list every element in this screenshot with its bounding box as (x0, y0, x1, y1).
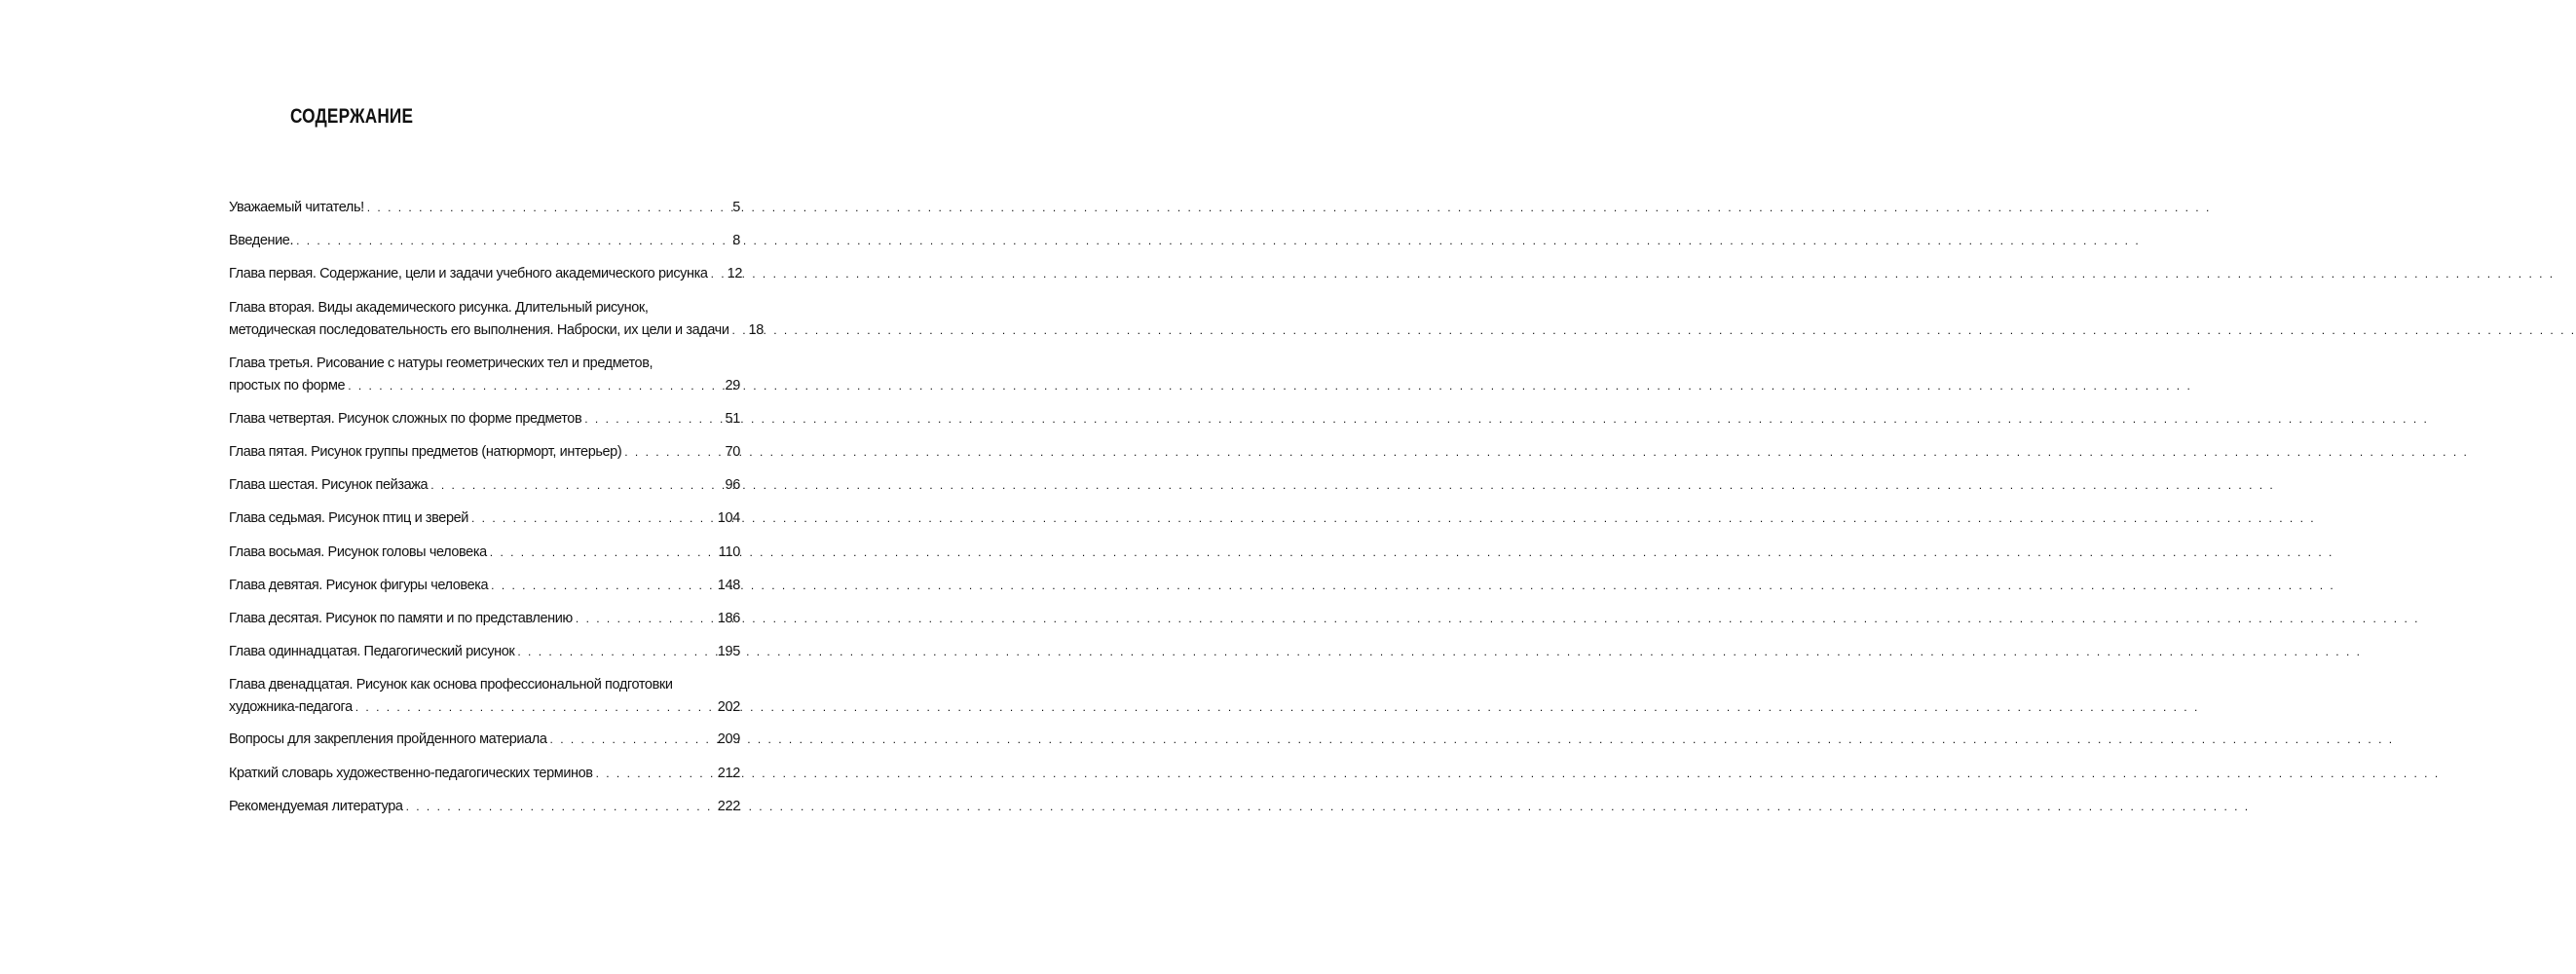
toc-entry-line (229, 474, 740, 497)
toc-entry-line (229, 319, 765, 342)
toc-entry-line (229, 297, 740, 319)
toc-entry-title: Глава третья. Рисование с натуры геометрических тел и предметов, (229, 356, 653, 371)
document-page (0, 0, 974, 974)
dot-leader (550, 729, 715, 751)
toc-entry (229, 353, 740, 397)
toc-page-number: 104 (717, 510, 740, 526)
toc-page-number: 202 (717, 699, 740, 715)
toc-page-number: 209 (717, 731, 740, 747)
toc-page-number: 51 (725, 411, 740, 427)
dot-leader (296, 230, 729, 252)
toc-entry-line (229, 729, 740, 751)
toc-entry-title: Глава восьмая. Рисунок головы человека (229, 544, 487, 560)
dot-leader (367, 197, 729, 219)
dot-leader (711, 263, 725, 285)
toc-entry-title: Глава седьмая. Рисунок птиц и зверей (229, 510, 468, 526)
toc-page-number: 5 (732, 200, 740, 215)
dot-leader (596, 763, 715, 785)
toc-entry-title: Глава одиннадцатая. Педагогический рисунок (229, 644, 515, 659)
toc-entry (229, 729, 740, 751)
toc-entry-title: методическая последовательность его выполнения. Наброски, их цели и задачи (229, 322, 729, 338)
toc-entry-line (229, 375, 740, 397)
toc-entry (229, 297, 765, 342)
toc-entry (229, 474, 740, 497)
toc-entry-line (229, 542, 740, 564)
toc-entry-line (229, 230, 740, 252)
toc-entry-line (229, 608, 740, 630)
toc-entry-line (229, 796, 740, 818)
toc-page-number: 110 (718, 544, 740, 560)
dot-leader (430, 474, 722, 497)
toc-entry (229, 507, 740, 530)
toc-entry-line (229, 674, 740, 696)
dot-leader (584, 408, 722, 431)
dot-leader (517, 641, 714, 663)
toc-entry-title: Глава четвертая. Рисунок сложных по форме предметов (229, 411, 582, 427)
toc-entry-line (229, 641, 740, 663)
toc-entry-title: Введение. (229, 233, 294, 248)
toc-entry-line (229, 441, 740, 464)
toc-page-number: 96 (725, 477, 740, 493)
dot-leader (348, 375, 722, 397)
dot-leader (491, 575, 715, 597)
toc-entry-title: Глава двенадцатая. Рисунок как основа профессиональной подготовки (229, 677, 673, 693)
toc-page-number: 12 (727, 266, 743, 281)
toc-entry (229, 197, 740, 219)
toc-entry-title: Глава вторая. Виды академического рисунка. Длительный рисунок, (229, 300, 649, 316)
toc-entry-title: простых по форме (229, 378, 346, 393)
toc-page-number: 195 (717, 644, 740, 659)
page-title: СОДЕРЖАНИЕ (290, 105, 414, 128)
table-of-contents (229, 0, 765, 974)
toc-entry-line (229, 696, 740, 719)
toc-entry (229, 674, 740, 719)
toc-entry-title: Глава пятая. Рисунок группы предметов (натюрморт, интерьер) (229, 444, 622, 460)
toc-page-number: 18 (748, 322, 765, 338)
toc-entry-title: Глава десятая. Рисунок по памяти и по представлению (229, 611, 573, 626)
toc-page-number: 186 (717, 611, 740, 626)
toc-entry (229, 408, 740, 431)
toc-entry-title: Глава шестая. Рисунок пейзажа (229, 477, 429, 493)
toc-entry-line (229, 763, 740, 785)
toc-entry-title: Рекомендуемая литература (229, 799, 403, 814)
toc-page-number: 222 (717, 799, 740, 814)
toc-entry (229, 542, 740, 564)
toc-entry (229, 441, 740, 464)
toc-entry-title: Глава девятая. Рисунок фигуры человека (229, 578, 489, 593)
toc-entry-title: Краткий словарь художественно-педагогических терминов (229, 766, 593, 781)
toc-entry-line (229, 353, 740, 375)
toc-entry (229, 608, 740, 630)
toc-entry (229, 230, 740, 252)
toc-page-number: 212 (717, 766, 740, 781)
toc-entry-line (229, 263, 743, 285)
toc-entry (229, 575, 740, 597)
dot-leader (355, 696, 715, 719)
toc-entry-title: Уважаемый читатель! (229, 200, 364, 215)
toc-entry-title: Вопросы для закрепления пройденного материала (229, 731, 547, 747)
toc-entry (229, 641, 740, 663)
toc-entry-line (229, 575, 740, 597)
dot-leader (406, 796, 715, 818)
toc-page-number: 29 (725, 378, 740, 393)
toc-page-number: 148 (717, 578, 740, 593)
dot-leader (732, 319, 746, 342)
dot-leader (624, 441, 722, 464)
toc-entry-line (229, 408, 740, 431)
toc-entry-title: художника-педагога (229, 699, 353, 715)
toc-entry-line (229, 197, 740, 219)
toc-entry (229, 263, 743, 285)
dot-leader (471, 507, 715, 530)
toc-entry-line (229, 507, 740, 530)
dot-leader (576, 608, 715, 630)
toc-page-number: 70 (725, 444, 740, 460)
dot-leader (490, 542, 716, 564)
toc-entry (229, 763, 740, 785)
toc-entry (229, 796, 740, 818)
toc-entry-title: Глава первая. Содержание, цели и задачи учебного академического рисунка (229, 266, 708, 281)
toc-page-number: 8 (732, 233, 740, 248)
